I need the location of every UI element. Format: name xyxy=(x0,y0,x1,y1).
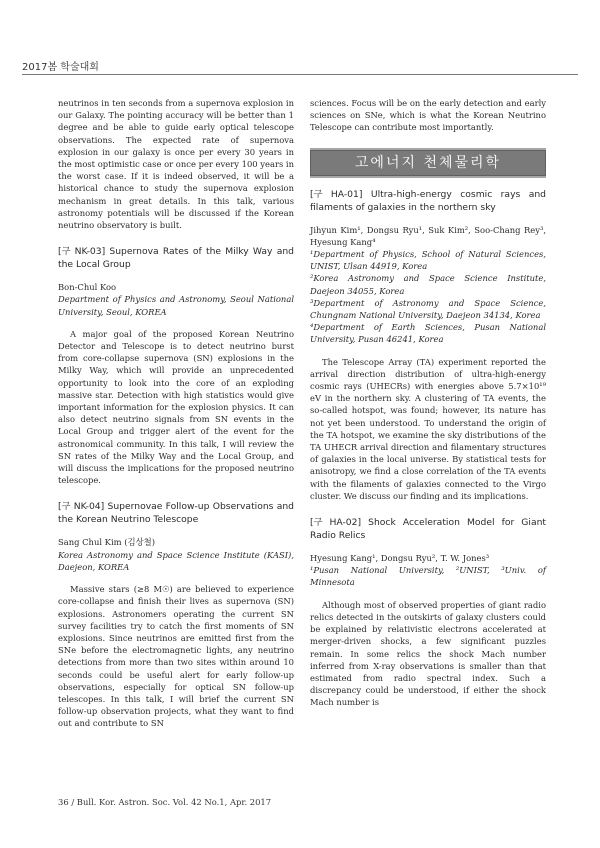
ha02-body: Although most of observed properties of giant radio relics detected in the outskirts of galaxy clusters could be explained by relativistic electrons accelerated at merger-driven shocks, a few significant puzzles remain. In some relics the shock Mach number inferred from X-ray observations is smaller than that estimated from radio spectral index. Such a discrepancy could be understood, if either the shock Mach number is xyxy=(310,599,546,708)
intro-paragraph: neutrinos in ten seconds from a supernova explosion in our Galaxy. The pointing accuracy will be better than 1 degree and be able to guide early optical telescope observations. The expected rate of supernova explosion in our galaxy is once per every 30 years in the most optimistic case or once per every 100 years in the worst case. If it is indeed observed, it will be a historical chance to study the supernova explosion mechanism in great details. In this talk, various astronomy potentials will be discussed if the Korean neutrino observatory is built. xyxy=(58,98,294,231)
section-banner: 고에너지 천체물리학 xyxy=(310,148,546,178)
ha02-authors: Hyesung Kang¹, Dongsu Ryu², T. W. Jones³ xyxy=(310,553,490,564)
ha01-title: [구 HA-01] Ultra-high-energy cosmic rays and filaments of galaxies in the northern sky xyxy=(310,188,546,213)
nk04-title: [구 NK-04] Supernovae Follow-up Observations and the Korean Neutrino Telescope xyxy=(58,501,294,526)
page-footer: 36 / Bull. Kor. Astron. Soc. Vol. 42 No.1, Apr. 2017 xyxy=(58,797,272,807)
nk03-author: Bon-Chul Koo xyxy=(58,282,117,293)
nk03-title: [구 NK-03] Supernova Rates of the Milky Way and the Local Group xyxy=(58,246,294,271)
ha01-affiliation-2: ²Korea Astronomy and Space Science Institute, Daejeon 34055, Korea xyxy=(310,273,546,296)
left-column xyxy=(58,97,294,730)
ha02-affiliation: ¹Pusan National University, ²UNIST, ³Univ. of Minnesota xyxy=(310,565,546,588)
ha01-affiliation-4: ⁴Department of Earth Sciences, Pusan National University, Pusan 46241, Korea xyxy=(310,322,546,345)
header-rule xyxy=(22,74,578,75)
right-column xyxy=(310,97,546,709)
ha01-authors: Jihyun Kim¹, Dongsu Ryu¹, Suk Kim², Soo-Chang Rey³, Hyesung Kang⁴ xyxy=(310,224,546,247)
nk03-body: A major goal of the proposed Korean Neutrino Detector and Telescope is to detect neutrino burst from core-collapse supernova (SN) explosions in the Milky Way, which will provide an unprecedented opportunity to look into the core of an exploding massive star. Detection with high statistics would give important information for the explosion physics. It can also detect neutrino signals from SN events in the Local Group and trigger alert of the event for the astronomical community. In this talk, I will review the SN rates of the Milky Way and the Local Group, and will discuss the implications for the proposed neutrino telescope. xyxy=(58,328,294,486)
nk03-affiliation: Department of Physics and Astronomy, Seoul National University, Seoul, KOREA xyxy=(58,294,294,317)
nk04-body: Massive stars (≥8 M☉) are believed to experience core-collapse and finish their lives as supernova (SN) explosions. Astronomers operating the current SN survey facilities try to catch the first moments of SN explosions. Since neutrinos are emitted first from the SNe before the electromagnetic lights, any neutrino detections from more than two sites within around 10 seconds could be useful alert for early follow-up observations, especially for optical SN follow-up telescopes. In this talk, I will brief the current SN follow-up observation projects, what they want to find out and contribute to SN xyxy=(58,584,294,729)
nk04-author: Sang Chul Kim (김상철) xyxy=(58,537,156,548)
ha01-body: The Telescope Array (TA) experiment reported the arrival direction distribution of ultra-high-energy cosmic rays (UHECRs) with energies above 5.7×10¹⁹ eV in the northern sky. A clustering of TA events, the so-called hotspot, was found; however, its nature has not yet been understood. To understand the origin of the TA hotspot, we examine the sky distributions of the TA UHECR arrival direction and filamentary structures of galaxies in the local universe. By statistical tests for anisotropy, we find a close correlation of the TA events with the filaments of galaxies connected to the Virgo cluster. We discuss our finding and its implications. xyxy=(310,356,546,501)
ha01-affiliation-1: ¹Department of Physics, School of Natural Sciences, UNIST, Ulsan 44919, Korea xyxy=(310,249,546,272)
continued-paragraph: sciences. Focus will be on the early detection and early sciences on SNe, which is what the Korean Neutrino Telescope can contribute most importantly. xyxy=(310,98,546,133)
ha02-title: [구 HA-02] Shock Acceleration Model for Giant Radio Relics xyxy=(310,517,546,542)
nk04-affiliation: Korea Astronomy and Space Science Institute (KASI), Daejeon, KOREA xyxy=(58,549,294,572)
ha01-affiliation-3: ³Department of Astronomy and Space Science, Chungnam National University, Daejeon 34134, Korea xyxy=(310,297,546,321)
running-header: 2017봄 학술대회 xyxy=(22,62,99,73)
